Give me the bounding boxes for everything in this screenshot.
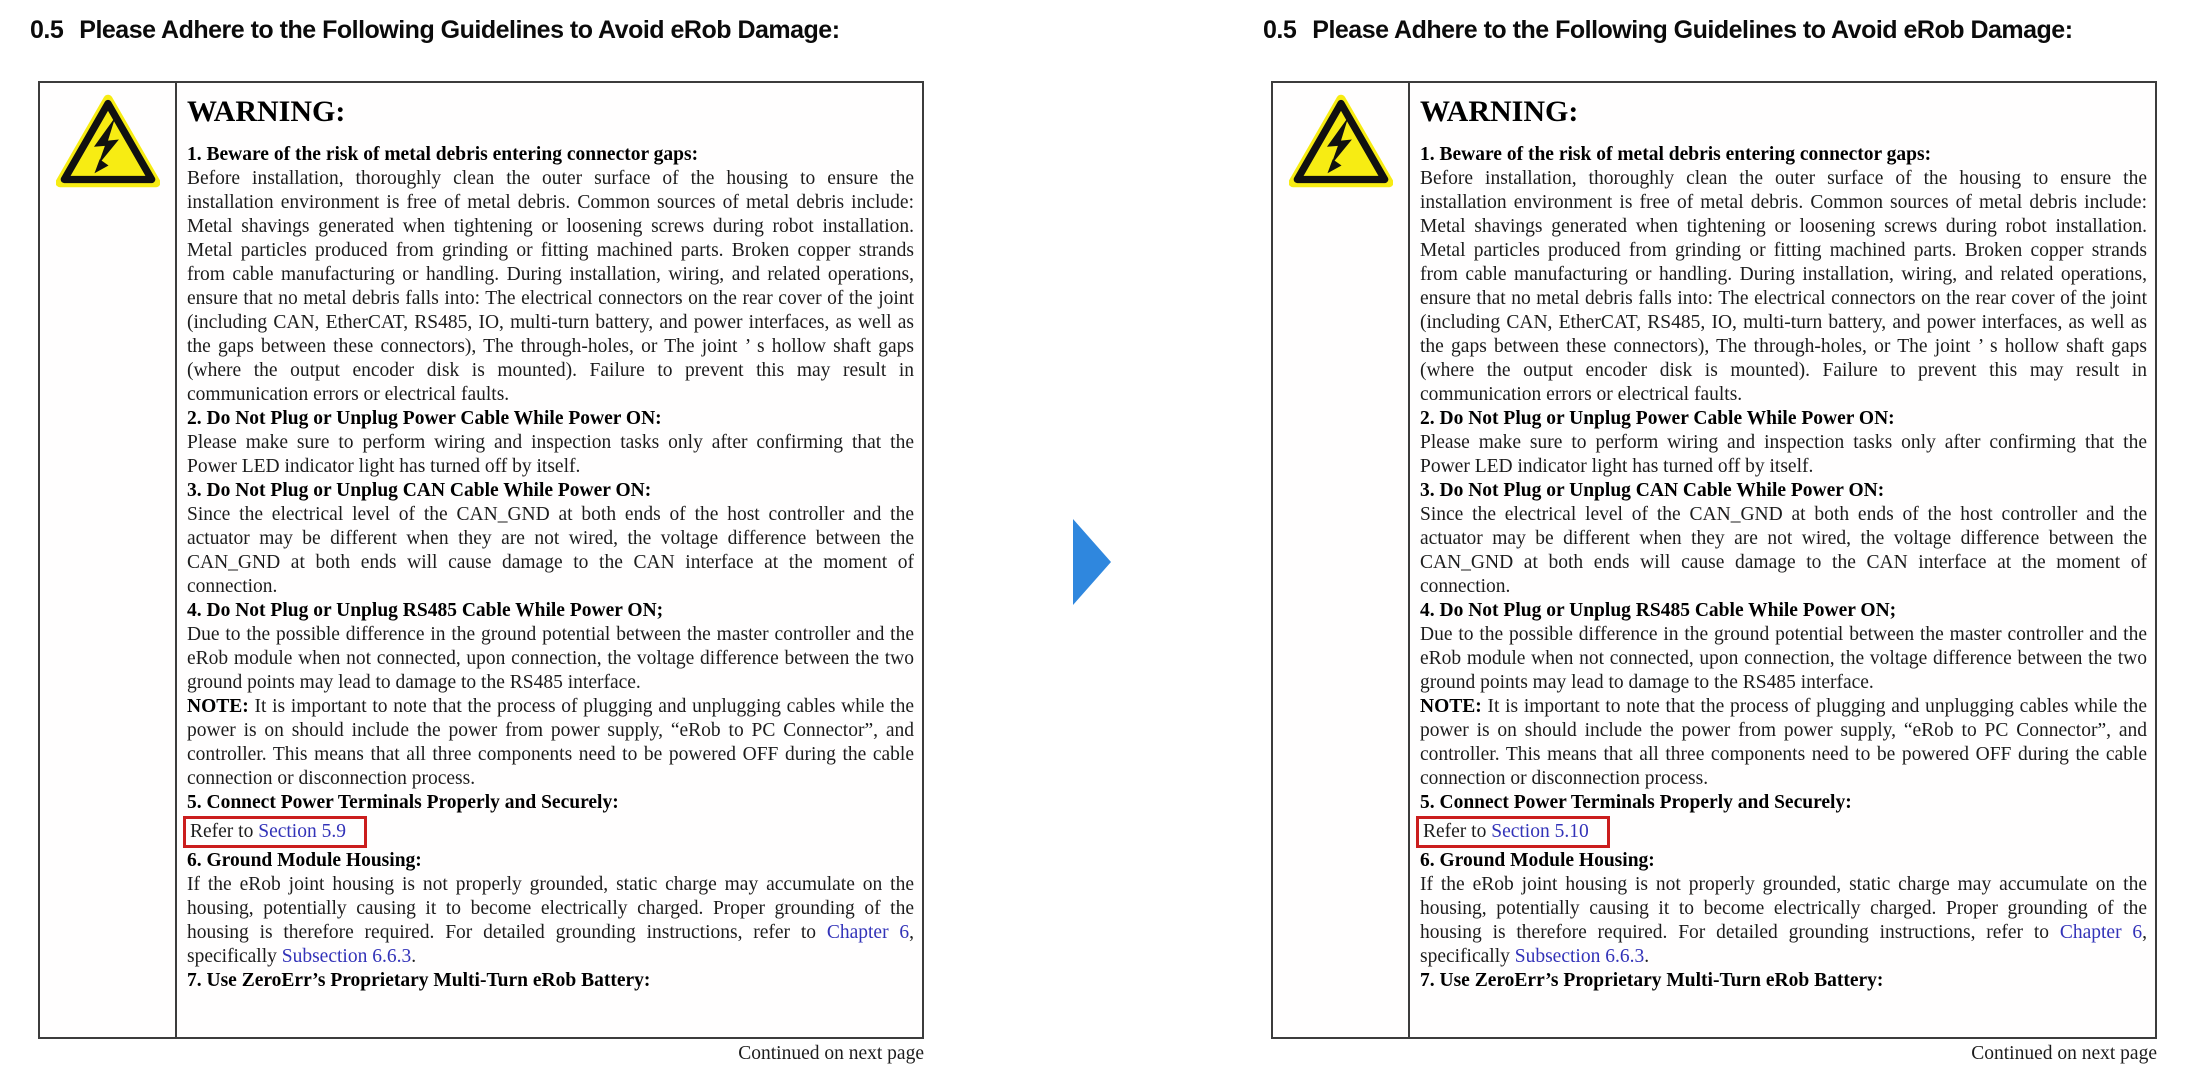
warning-item-1-body: Before installation, thoroughly clean the outer surface of the housing to ensure the installation environment is free of metal debris. Common sources of metal debris include: Metal shavings generated when tightening or loosening screws during robot installation. Metal particles produced from grinding or fitting machined parts. Broken copper strands from cable manufacturing or handling. During installation, wiring, and related operations, ensure that no metal debris falls into: The electrical connectors on the rear cover of the joint (including CAN, EtherCAT, RS485, IO, multi-turn battery, and power interfaces, as well as the gaps between these connectors), The through-holes, or The joint ’ s hollow shaft gaps (where the output encoder disk is mounted). Failure to prevent this may result in communication errors or electrical faults. <box>187 168 914 405</box>
warning-item-6-body <box>1420 873 2147 969</box>
continued-note: Continued on next page <box>1971 1043 2157 1064</box>
diff-highlight-box <box>183 816 367 848</box>
section-number: 0.5 <box>30 16 64 44</box>
warning-note <box>1420 695 2147 791</box>
warning-item-3-body: Since the electrical level of the CAN_GND at both ends of the host controller and the actuator may be different when they are not wired, the voltage difference between the CAN_GND at both ends will cause damage to the CAN interface at the moment of connection. <box>187 504 914 597</box>
item-6-text-2: , specifically <box>187 922 915 967</box>
warning-item-4-heading: 4. Do Not Plug or Unplug RS485 Cable While Power ON; <box>187 600 664 621</box>
refer-line <box>1420 815 2147 849</box>
warning-item-1-body: Before installation, thoroughly clean the outer surface of the housing to ensure the installation environment is free of metal debris. Common sources of metal debris include: Metal shavings generated when tightening or loosening screws during robot installation. Metal particles produced from grinding or fitting machined parts. Broken copper strands from cable manufacturing or handling. During installation, wiring, and related operations, ensure that no metal debris falls into: The electrical connectors on the rear cover of the joint (including CAN, EtherCAT, RS485, IO, multi-turn battery, and power interfaces, as well as the gaps between these connectors), The through-holes, or The joint ’ s hollow shaft gaps (where the output encoder disk is mounted). Failure to prevent this may result in communication errors or electrical faults. <box>1420 168 2147 405</box>
warning-item-1-heading: 1. Beware of the risk of metal debris entering connector gaps: <box>1420 144 1932 165</box>
note-body: It is important to note that the process of plugging and unplugging cables while the power is on should include the power from power supply, “eRob to PC Connector”, and controller. This means that all three components need to be powered OFF during the cable connection or disconnection process. <box>1420 696 2147 789</box>
warning-item-3-heading: 3. Do Not Plug or Unplug CAN Cable While Power ON: <box>187 480 652 501</box>
refer-prefix: Refer to <box>190 821 259 842</box>
chapter-6-link[interactable]: Chapter 6 <box>2059 922 2143 943</box>
item-6-text-3: . <box>411 946 417 967</box>
warning-item-2-body: Please make sure to perform wiring and inspection tasks only after confirming that the Power LED indicator light has turned off by itself. <box>187 432 914 477</box>
section-heading <box>30 16 925 45</box>
item-6-text-1: If the eRob joint housing is not properly grounded, static charge may accumulate on the housing, potentially causing it to become electrically charged. Proper grounding of the housing is therefore required. For detailed grounding instructions, refer to <box>1420 874 2147 943</box>
subsection-6-6-3-link[interactable]: Subsection 6.6.3 <box>281 946 412 967</box>
section-title: Please Adhere to the Following Guidelines to Avoid eRob Damage: <box>79 16 840 44</box>
warning-label: WARNING: <box>1420 95 1579 128</box>
warning-item-5-heading: 5. Connect Power Terminals Properly and Securely: <box>187 792 619 813</box>
warning-item-2-body: Please make sure to perform wiring and inspection tasks only after confirming that the Power LED indicator light has turned off by itself. <box>1420 432 2147 477</box>
warning-item-3-body: Since the electrical level of the CAN_GND at both ends of the host controller and the actuator may be different when they are not wired, the voltage difference between the CAN_GND at both ends will cause damage to the CAN interface at the moment of connection. <box>1420 504 2147 597</box>
warning-box <box>38 81 924 1039</box>
section-number: 0.5 <box>1263 16 1297 44</box>
diff-highlight-box <box>1416 816 1610 848</box>
section-5-10-link[interactable]: Section 5.10 <box>1491 821 1589 842</box>
page-right <box>1263 16 2158 1065</box>
warning-item-4-heading: 4. Do Not Plug or Unplug RS485 Cable While Power ON; <box>1420 600 1897 621</box>
warning-icon-cell <box>40 83 177 1037</box>
warning-icon-cell <box>1273 83 1410 1037</box>
warning-item-4-body: Due to the possible difference in the ground potential between the master controller and the eRob module when not connected, upon connection, the voltage difference between the two ground points may lead to damage to the RS485 interface. <box>1420 624 2147 693</box>
warning-item-4-body: Due to the possible difference in the ground potential between the master controller and the eRob module when not connected, upon connection, the voltage difference between the two ground points may lead to damage to the RS485 interface. <box>187 624 914 693</box>
section-5-9-link[interactable]: Section 5.9 <box>258 821 346 842</box>
high-voltage-warning-icon <box>56 93 160 189</box>
warning-item-3-heading: 3. Do Not Plug or Unplug CAN Cable While Power ON: <box>1420 480 1885 501</box>
item-6-text-3: . <box>1644 946 1650 967</box>
warning-item-2-heading: 2. Do Not Plug or Unplug Power Cable While Power ON: <box>187 408 662 429</box>
subsection-6-6-3-link[interactable]: Subsection 6.6.3 <box>1514 946 1645 967</box>
warning-note <box>187 695 914 791</box>
refer-prefix: Refer to <box>1423 821 1492 842</box>
warning-item-7-heading: 7. Use ZeroErr’s Proprietary Multi-Turn eRob Battery: <box>1420 970 1884 991</box>
warning-box <box>1271 81 2157 1039</box>
warning-item-2-heading: 2. Do Not Plug or Unplug Power Cable While Power ON: <box>1420 408 1895 429</box>
page-left <box>30 16 925 1065</box>
high-voltage-warning-icon <box>1289 93 1393 189</box>
section-heading <box>1263 16 2158 45</box>
section-title: Please Adhere to the Following Guidelines to Avoid eRob Damage: <box>1312 16 2073 44</box>
item-6-text-2: , specifically <box>1420 922 2148 967</box>
diff-arrow-icon <box>1073 519 1111 605</box>
note-body: It is important to note that the process of plugging and unplugging cables while the power is on should include the power from power supply, “eRob to PC Connector”, and controller. This means that all three components need to be powered OFF during the cable connection or disconnection process. <box>187 696 914 789</box>
refer-line <box>187 815 914 849</box>
warning-content <box>1410 83 2155 1037</box>
note-label: NOTE: <box>187 696 249 717</box>
warning-item-6-heading: 6. Ground Module Housing: <box>1420 850 1655 871</box>
item-6-text-1: If the eRob joint housing is not properly grounded, static charge may accumulate on the housing, potentially causing it to become electrically charged. Proper grounding of the housing is therefore required. For detailed grounding instructions, refer to <box>187 874 914 943</box>
note-label: NOTE: <box>1420 696 1482 717</box>
warning-item-7-heading: 7. Use ZeroErr’s Proprietary Multi-Turn eRob Battery: <box>187 970 651 991</box>
warning-item-1-heading: 1. Beware of the risk of metal debris entering connector gaps: <box>187 144 699 165</box>
warning-item-6-heading: 6. Ground Module Housing: <box>187 850 422 871</box>
warning-content <box>177 83 922 1037</box>
warning-item-5-heading: 5. Connect Power Terminals Properly and Securely: <box>1420 792 1852 813</box>
chapter-6-link[interactable]: Chapter 6 <box>826 922 910 943</box>
continued-note: Continued on next page <box>738 1043 924 1064</box>
warning-item-6-body <box>187 873 914 969</box>
warning-label: WARNING: <box>187 95 346 128</box>
